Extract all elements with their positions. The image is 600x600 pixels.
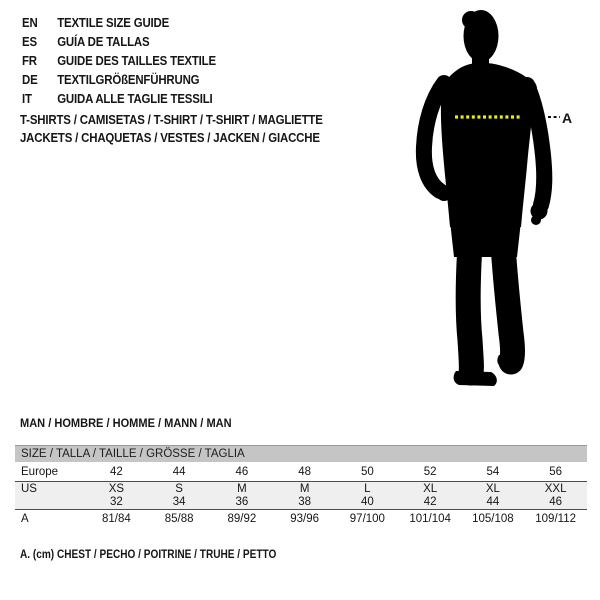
language-row-en	[22, 13, 216, 32]
row-label: A	[21, 512, 29, 525]
table-cell: 42	[423, 496, 437, 508]
language-row-de	[22, 70, 216, 89]
table-cell: S	[175, 482, 183, 495]
table-cell: 44	[172, 465, 186, 478]
table-cell: 93/96	[290, 512, 320, 525]
size-table	[15, 445, 587, 527]
table-row-us	[15, 481, 587, 495]
table-header: SIZE / TALLA / TAILLE / GRÖSSE / TAGLIA	[15, 445, 587, 462]
table-cell: 101/104	[409, 512, 451, 525]
table-cell: 46	[549, 496, 563, 508]
language-row-es	[22, 32, 216, 51]
table-cell: 52	[423, 465, 437, 478]
table-cell: 48	[298, 465, 312, 478]
table-cell: 81/84	[101, 512, 131, 525]
man-body-shape	[436, 10, 548, 386]
category-line-tshirts: T-SHIRTS / CAMISETAS / T-SHIRT / T-SHIRT / MAGLIETTE	[20, 112, 323, 127]
language-list	[22, 13, 242, 108]
table-cell: XXL	[544, 482, 567, 495]
category-line-jackets: JACKETS / CHAQUETAS / VESTES / JACKEN / GIACCHE	[20, 130, 320, 145]
table-cell: 40	[360, 496, 374, 508]
table-cell: L	[364, 482, 371, 495]
language-title: TEXTILGRÖßENFÜHRUNG	[57, 72, 200, 87]
language-title: TEXTILE SIZE GUIDE	[57, 15, 170, 30]
man-silhouette-figure	[410, 5, 580, 390]
category-list	[20, 111, 364, 147]
man-silhouette	[410, 5, 580, 390]
language-code: FR	[22, 53, 37, 68]
language-row-fr	[22, 51, 216, 70]
table-cell: 97/100	[349, 512, 385, 525]
language-row-it	[22, 89, 216, 108]
language-code: EN	[22, 15, 38, 30]
table-cell: 89/92	[227, 512, 257, 525]
table-cell: 44	[486, 496, 500, 508]
table-cell: 50	[360, 465, 374, 478]
table-cell: XL	[485, 482, 500, 495]
language-code: ES	[22, 34, 37, 49]
table-row-europe	[15, 462, 587, 481]
language-title: GUIDA ALLE TAGLIE TESSILI	[57, 91, 213, 106]
table-cell: 85/88	[164, 512, 194, 525]
row-label: US	[21, 482, 37, 495]
table-cell: 34	[172, 496, 186, 508]
table-cell: XS	[108, 482, 125, 495]
table-cell: 54	[486, 465, 500, 478]
table-cell: 36	[235, 496, 249, 508]
language-title: GUIDE DES TAILLES TEXTILE	[57, 53, 216, 68]
table-cell: 32	[109, 496, 123, 508]
table-row-numeric	[15, 495, 587, 509]
table-cell: XL	[423, 482, 438, 495]
footnote: A. (cm) CHEST / PECHO / POITRINE / TRUHE / PETTO	[20, 547, 277, 561]
language-code: IT	[22, 91, 32, 106]
language-title: GUÍA DE TALLAS	[57, 34, 150, 49]
table-cell: M	[299, 482, 310, 495]
table-cell: 109/112	[535, 512, 576, 525]
row-label: Europe	[21, 465, 59, 478]
table-cell: M	[237, 482, 247, 495]
table-cell: 42	[109, 465, 123, 478]
language-code: DE	[22, 72, 38, 87]
table-row-chest-cm	[15, 509, 587, 527]
table-cell: 38	[298, 496, 312, 508]
table-cell: 46	[235, 465, 249, 478]
table-cell: 105/108	[472, 512, 514, 525]
section-title: MAN / HOMBRE / HOMME / MANN / MAN	[20, 416, 232, 430]
measure-marker-label: A	[562, 110, 573, 126]
table-cell: 56	[549, 465, 563, 478]
